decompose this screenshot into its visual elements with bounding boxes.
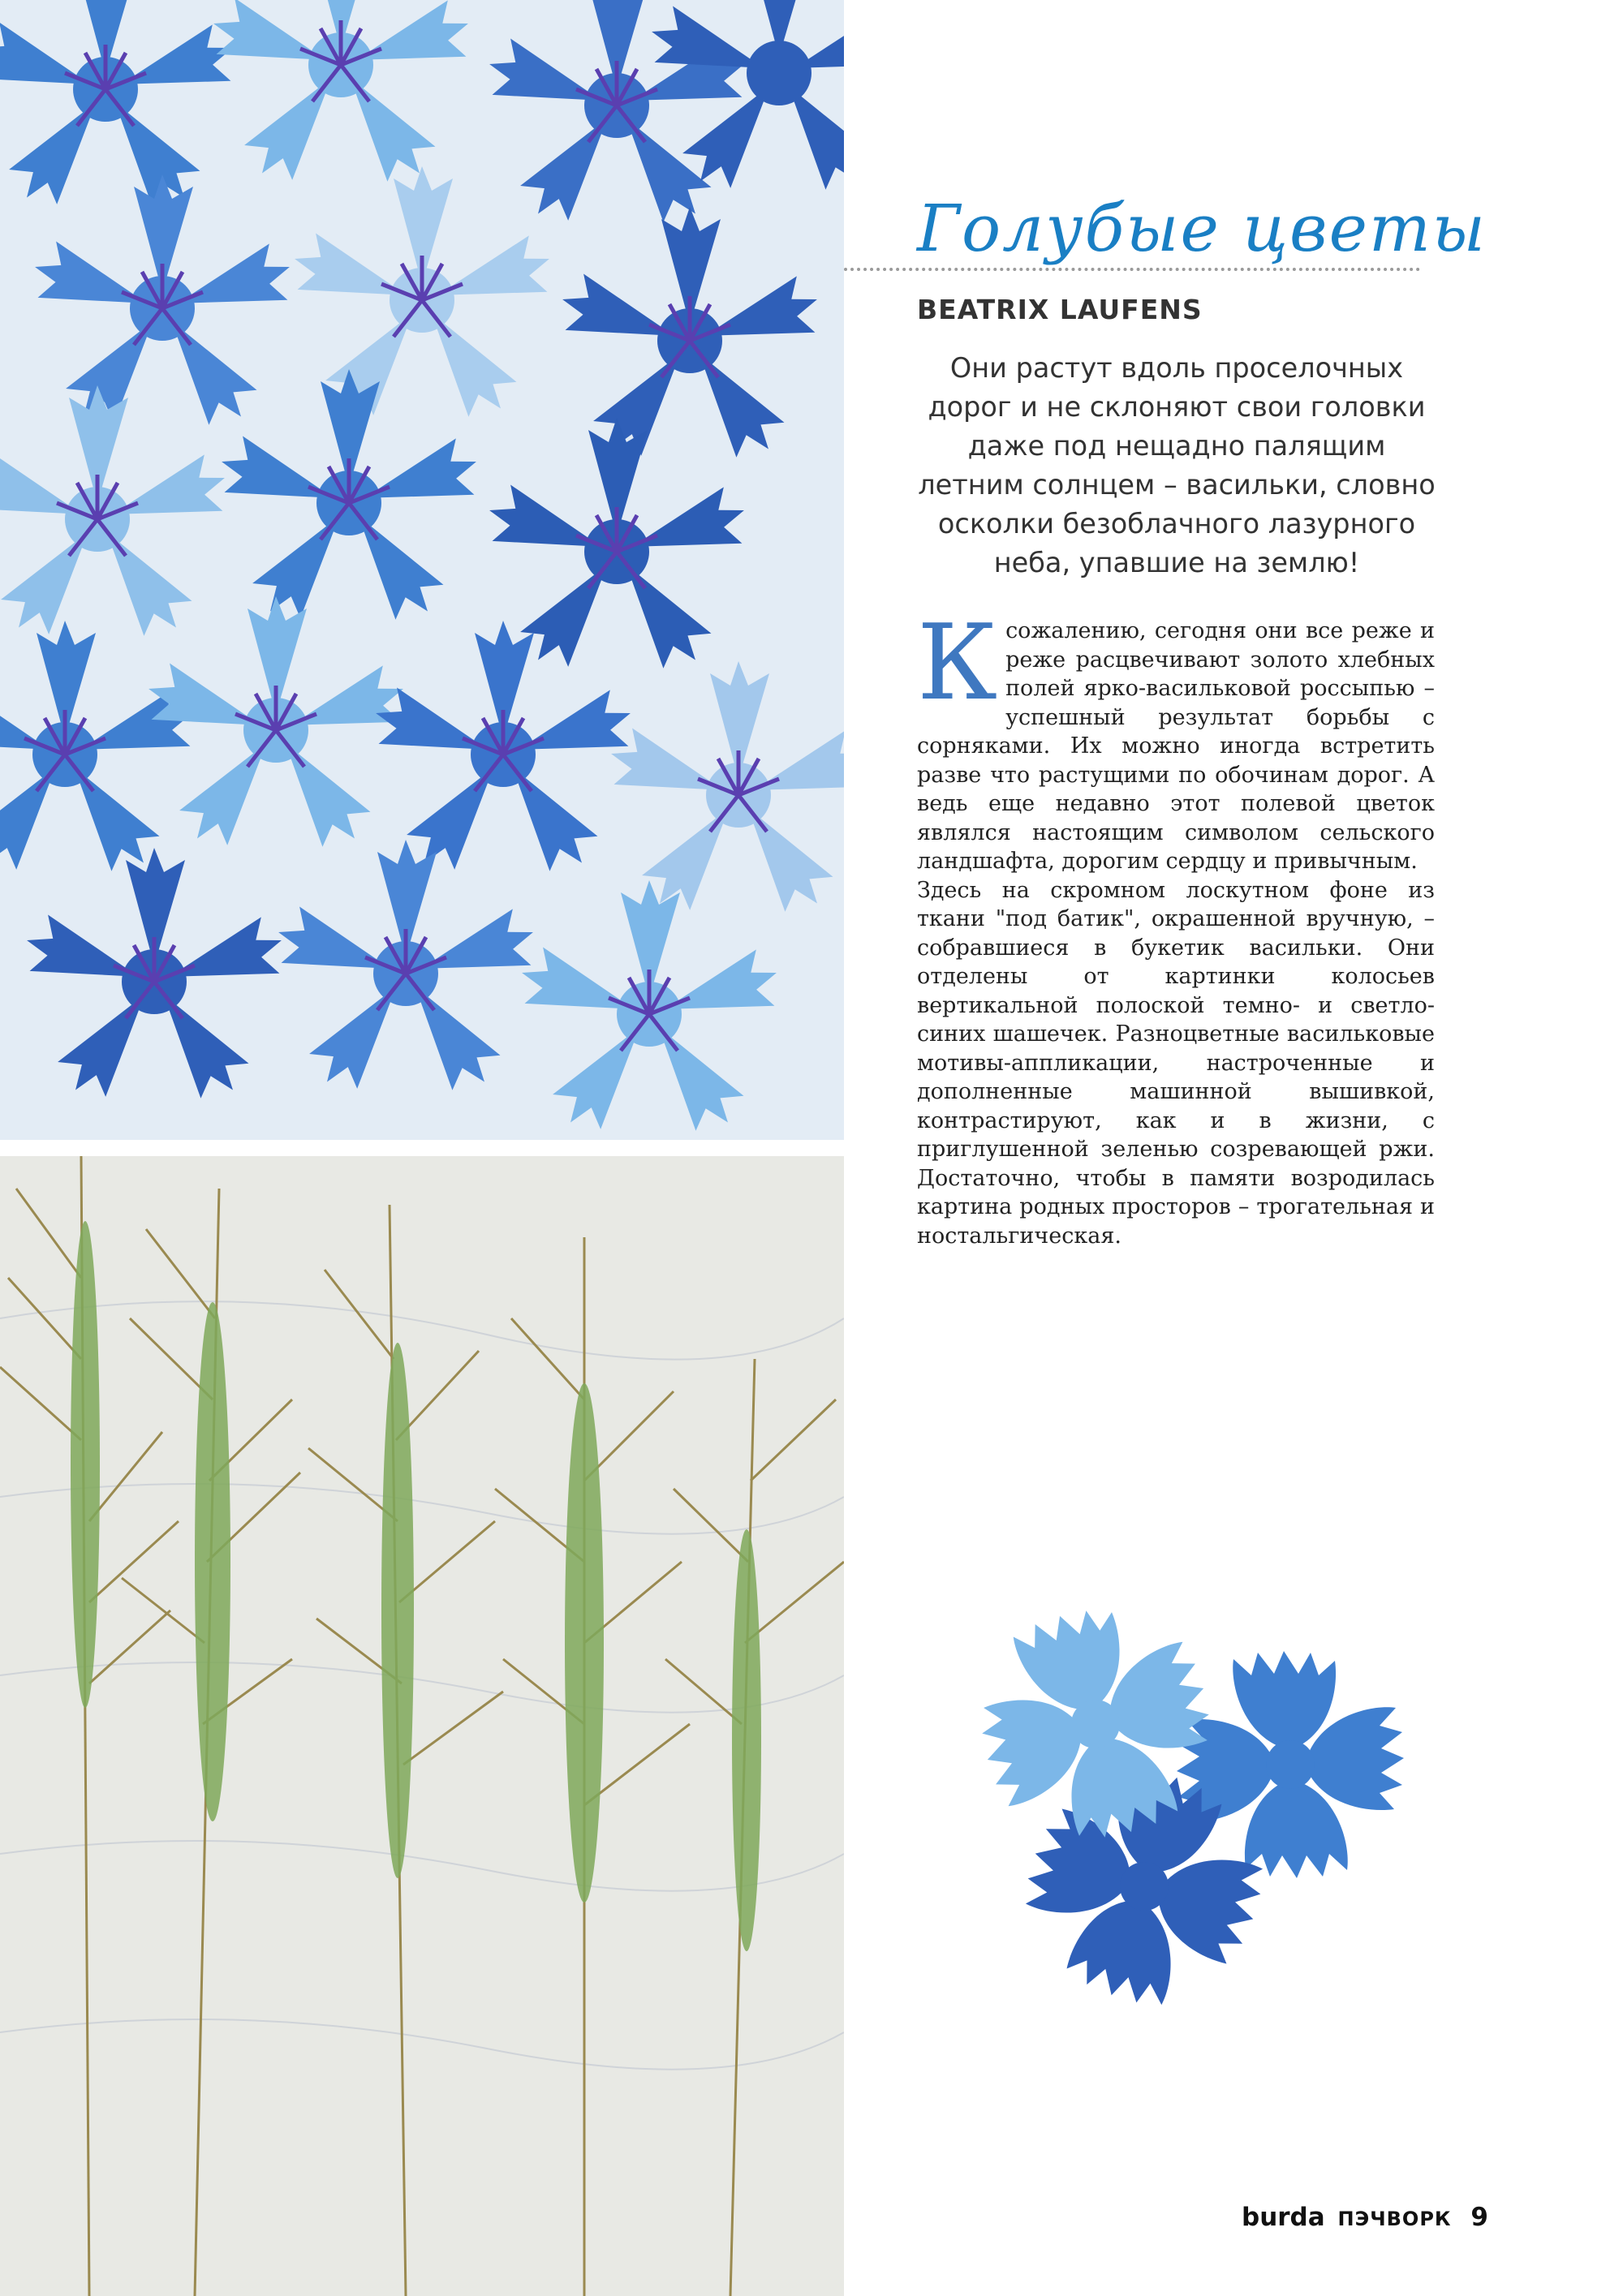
page-footer bbox=[1242, 2203, 1488, 2232]
cornflower-graphic bbox=[933, 1594, 1485, 2016]
footer-magazine: ПЭЧВОРК bbox=[1337, 2208, 1452, 2230]
body-paragraph-2: Здесь на скромном лоскутном фоне из ткани "под батик", окрашенной вручную, – собравшиеся в букетик васильки. Они отделены от картинки колосьев вертикальной полоской темно- и светло-синих шашечек. Разноцветные васильковые мотивы-аппликации, настроченные и дополненные машинной вышивкой, контрастируют, как и в жизни, с приглушенной зеленью созревающей ржи. Достаточно, чтобы в памяти возродилась картина родных просторов – трогательная и ностальгическая. bbox=[917, 877, 1435, 1249]
wheat-illustration bbox=[0, 1156, 844, 2296]
cornflower-icon bbox=[933, 1594, 1485, 2016]
article-lead: Они растут вдоль проселочных дорог и не склоняют свои головки даже под нещадно палящим летним солнцем – васильки, словно осколки безоблачного лазурного неба, упавшие на землю! bbox=[918, 352, 1436, 578]
drop-cap: К bbox=[917, 603, 998, 724]
cornflower-illustration bbox=[0, 0, 844, 1140]
title-divider bbox=[844, 268, 1420, 271]
page-number: 9 bbox=[1470, 2203, 1488, 2232]
cornflower-applique-photo bbox=[0, 0, 844, 1140]
wheat-embroidery-photo bbox=[0, 1156, 844, 2296]
article-body bbox=[917, 603, 1435, 1250]
article-author: BEATRIX LAUFENS bbox=[917, 294, 1203, 325]
paragraph-1-text: сожалению, сегодня они все реже и реже расцвечивают золото хлебных полей ярко-васильковой россыпью – успешный результат борьбы с сорняками. Их можно иногда встретить разве что растущими по обочинам дорог. А ведь еще недавно этот полевой цветок являлся настоящим символом сельского ландшафта, дорогим сердцу и привычным. bbox=[917, 618, 1435, 874]
article-title: Голубые цветы bbox=[917, 191, 1487, 266]
body-paragraph-1 bbox=[917, 603, 1435, 876]
footer-brand: burda bbox=[1242, 2203, 1325, 2232]
